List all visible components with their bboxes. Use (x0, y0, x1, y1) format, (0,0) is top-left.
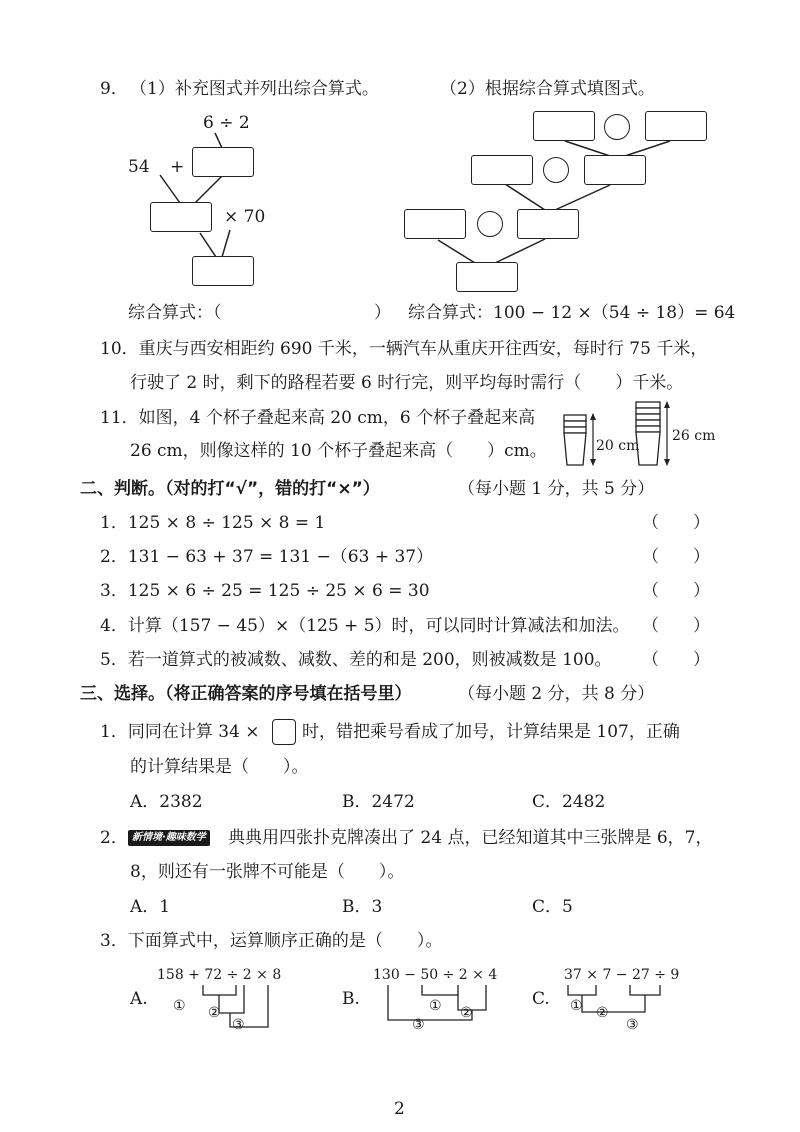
choice-q3-c-step1: ① (570, 998, 583, 1014)
q10-line2: 行驶了 2 时，剩下的路程若要 6 时行完，则平均每时需行（ ）千米。 (130, 373, 684, 393)
choice-q3-a-step2: ② (208, 1005, 221, 1021)
section2-title: 二、判断。（对的打“√”，错的打“×”） (80, 479, 380, 499)
choice-q3-option-c-expr: 37 × 7 − 27 ÷ 9 (564, 967, 680, 983)
cup-label-26cm: 26 cm (672, 428, 716, 444)
judge-paren-4[interactable]: （ ） (642, 616, 710, 636)
judge-paren-3[interactable]: （ ） (642, 581, 710, 601)
choice-q3-a-step1: ① (173, 998, 186, 1014)
judge-item-2: 2．131 − 63 + 37 = 131 −（63 + 37） (100, 547, 434, 567)
q9-label-54: 54 (128, 157, 150, 177)
choice-q2-line1: 典典用四张扑克牌凑出了 24 点，已经知道其中三张牌是 6，7， (228, 828, 713, 848)
cup-label-20cm: 20 cm (596, 438, 640, 454)
choice-q3-option-a-letter[interactable]: A. (130, 989, 148, 1009)
choice-q3-b-step1: ① (429, 998, 442, 1014)
judge-paren-2[interactable]: （ ） (642, 547, 710, 567)
q9-right-formula: 综合算式：100 − 12 ×（54 ÷ 18）= 64 (408, 303, 736, 323)
q9-left-formula-label: 综合算式：（ (128, 303, 222, 323)
choice-q3-c-step2: ② (596, 1005, 609, 1021)
choice-q2-option-b[interactable]: B．3 (342, 897, 383, 917)
choice-q3-option-a-expr: 158 + 72 ÷ 2 × 8 (157, 967, 282, 983)
choice-q3-line1: 3．下面算式中，运算顺序正确的是（ ）。 (100, 931, 443, 951)
q9-number: 9． (100, 79, 128, 99)
choice-q3-b-step3: ③ (412, 1017, 425, 1033)
section3-title: 三、选择。（将正确答案的序号填在括号里） (80, 684, 412, 704)
judge-item-5: 5．若一道算式的被减数、减数、差的和是 200，则被减数是 100。 (100, 650, 612, 670)
q9-label-plus: + (170, 157, 185, 177)
q9-label-6div2: 6 ÷ 2 (203, 113, 250, 133)
choice-q3-option-b-expr: 130 − 50 ÷ 2 × 4 (373, 967, 498, 983)
judge-paren-1[interactable]: （ ） (642, 513, 710, 533)
choice-q1-option-b[interactable]: B．2472 (342, 792, 415, 812)
choice-q1-line2: 的计算结果是（ ）。 (130, 757, 309, 777)
choice-q2-option-c[interactable]: C．5 (532, 897, 573, 917)
choice-q3-option-c-letter[interactable]: C. (532, 989, 550, 1009)
q9-part2-title: （2）根据综合算式填图式。 (440, 79, 655, 99)
choice-q1-line1-b: 时，错把乘号看成了加号，计算结果是 107，正确 (302, 722, 680, 742)
choice-q3-a-step3: ③ (232, 1017, 245, 1033)
q9-label-times70: × 70 (224, 207, 266, 227)
judge-item-3: 3．125 × 6 ÷ 25 = 125 ÷ 25 × 6 = 30 (100, 581, 430, 601)
q10-line1: 10．重庆与西安相距约 690 千米，一辆汽车从重庆开往西安，每时行 75 千米， (100, 339, 708, 359)
new-context-tag: 新情境·趣味数学 (128, 830, 210, 846)
page-number: 2 (394, 1099, 405, 1119)
choice-q2-number: 2． (100, 828, 128, 848)
q9-left-formula-close: ） (374, 303, 391, 323)
choice-q1-option-a[interactable]: A．2382 (130, 792, 203, 812)
choice-q1-option-c[interactable]: C．2482 (532, 792, 606, 812)
judge-item-4: 4．计算（157 − 45）×（125 + 5）时，可以同时计算减法和加法。 (100, 616, 630, 636)
judge-paren-5[interactable]: （ ） (642, 650, 710, 670)
choice-q3-option-b-letter[interactable]: B. (342, 989, 360, 1009)
q9-part1-title: （1）补充图式并列出综合算式。 (130, 79, 379, 99)
choice-q3-c-step3: ③ (626, 1017, 639, 1033)
judge-item-1: 1．125 × 8 ÷ 125 × 8 = 1 (100, 513, 326, 533)
choice-q3-b-step2: ② (460, 1005, 473, 1021)
choice-q2-line2: 8，则还有一张牌不可能是（ ）。 (130, 862, 405, 882)
choice-q2-option-a[interactable]: A．1 (130, 897, 171, 917)
q11-line2: 26 cm，则像这样的 10 个杯子叠起来高（ ）cm。 (130, 441, 547, 461)
section2-score: （每小题 1 分，共 5 分） (458, 479, 655, 499)
q11-line1: 11．如图，4 个杯子叠起来高 20 cm，6 个杯子叠起来高 (100, 408, 536, 428)
choice-q1-line1-a: 1．同同在计算 34 × (100, 722, 260, 742)
section3-score: （每小题 2 分，共 8 分） (458, 684, 655, 704)
